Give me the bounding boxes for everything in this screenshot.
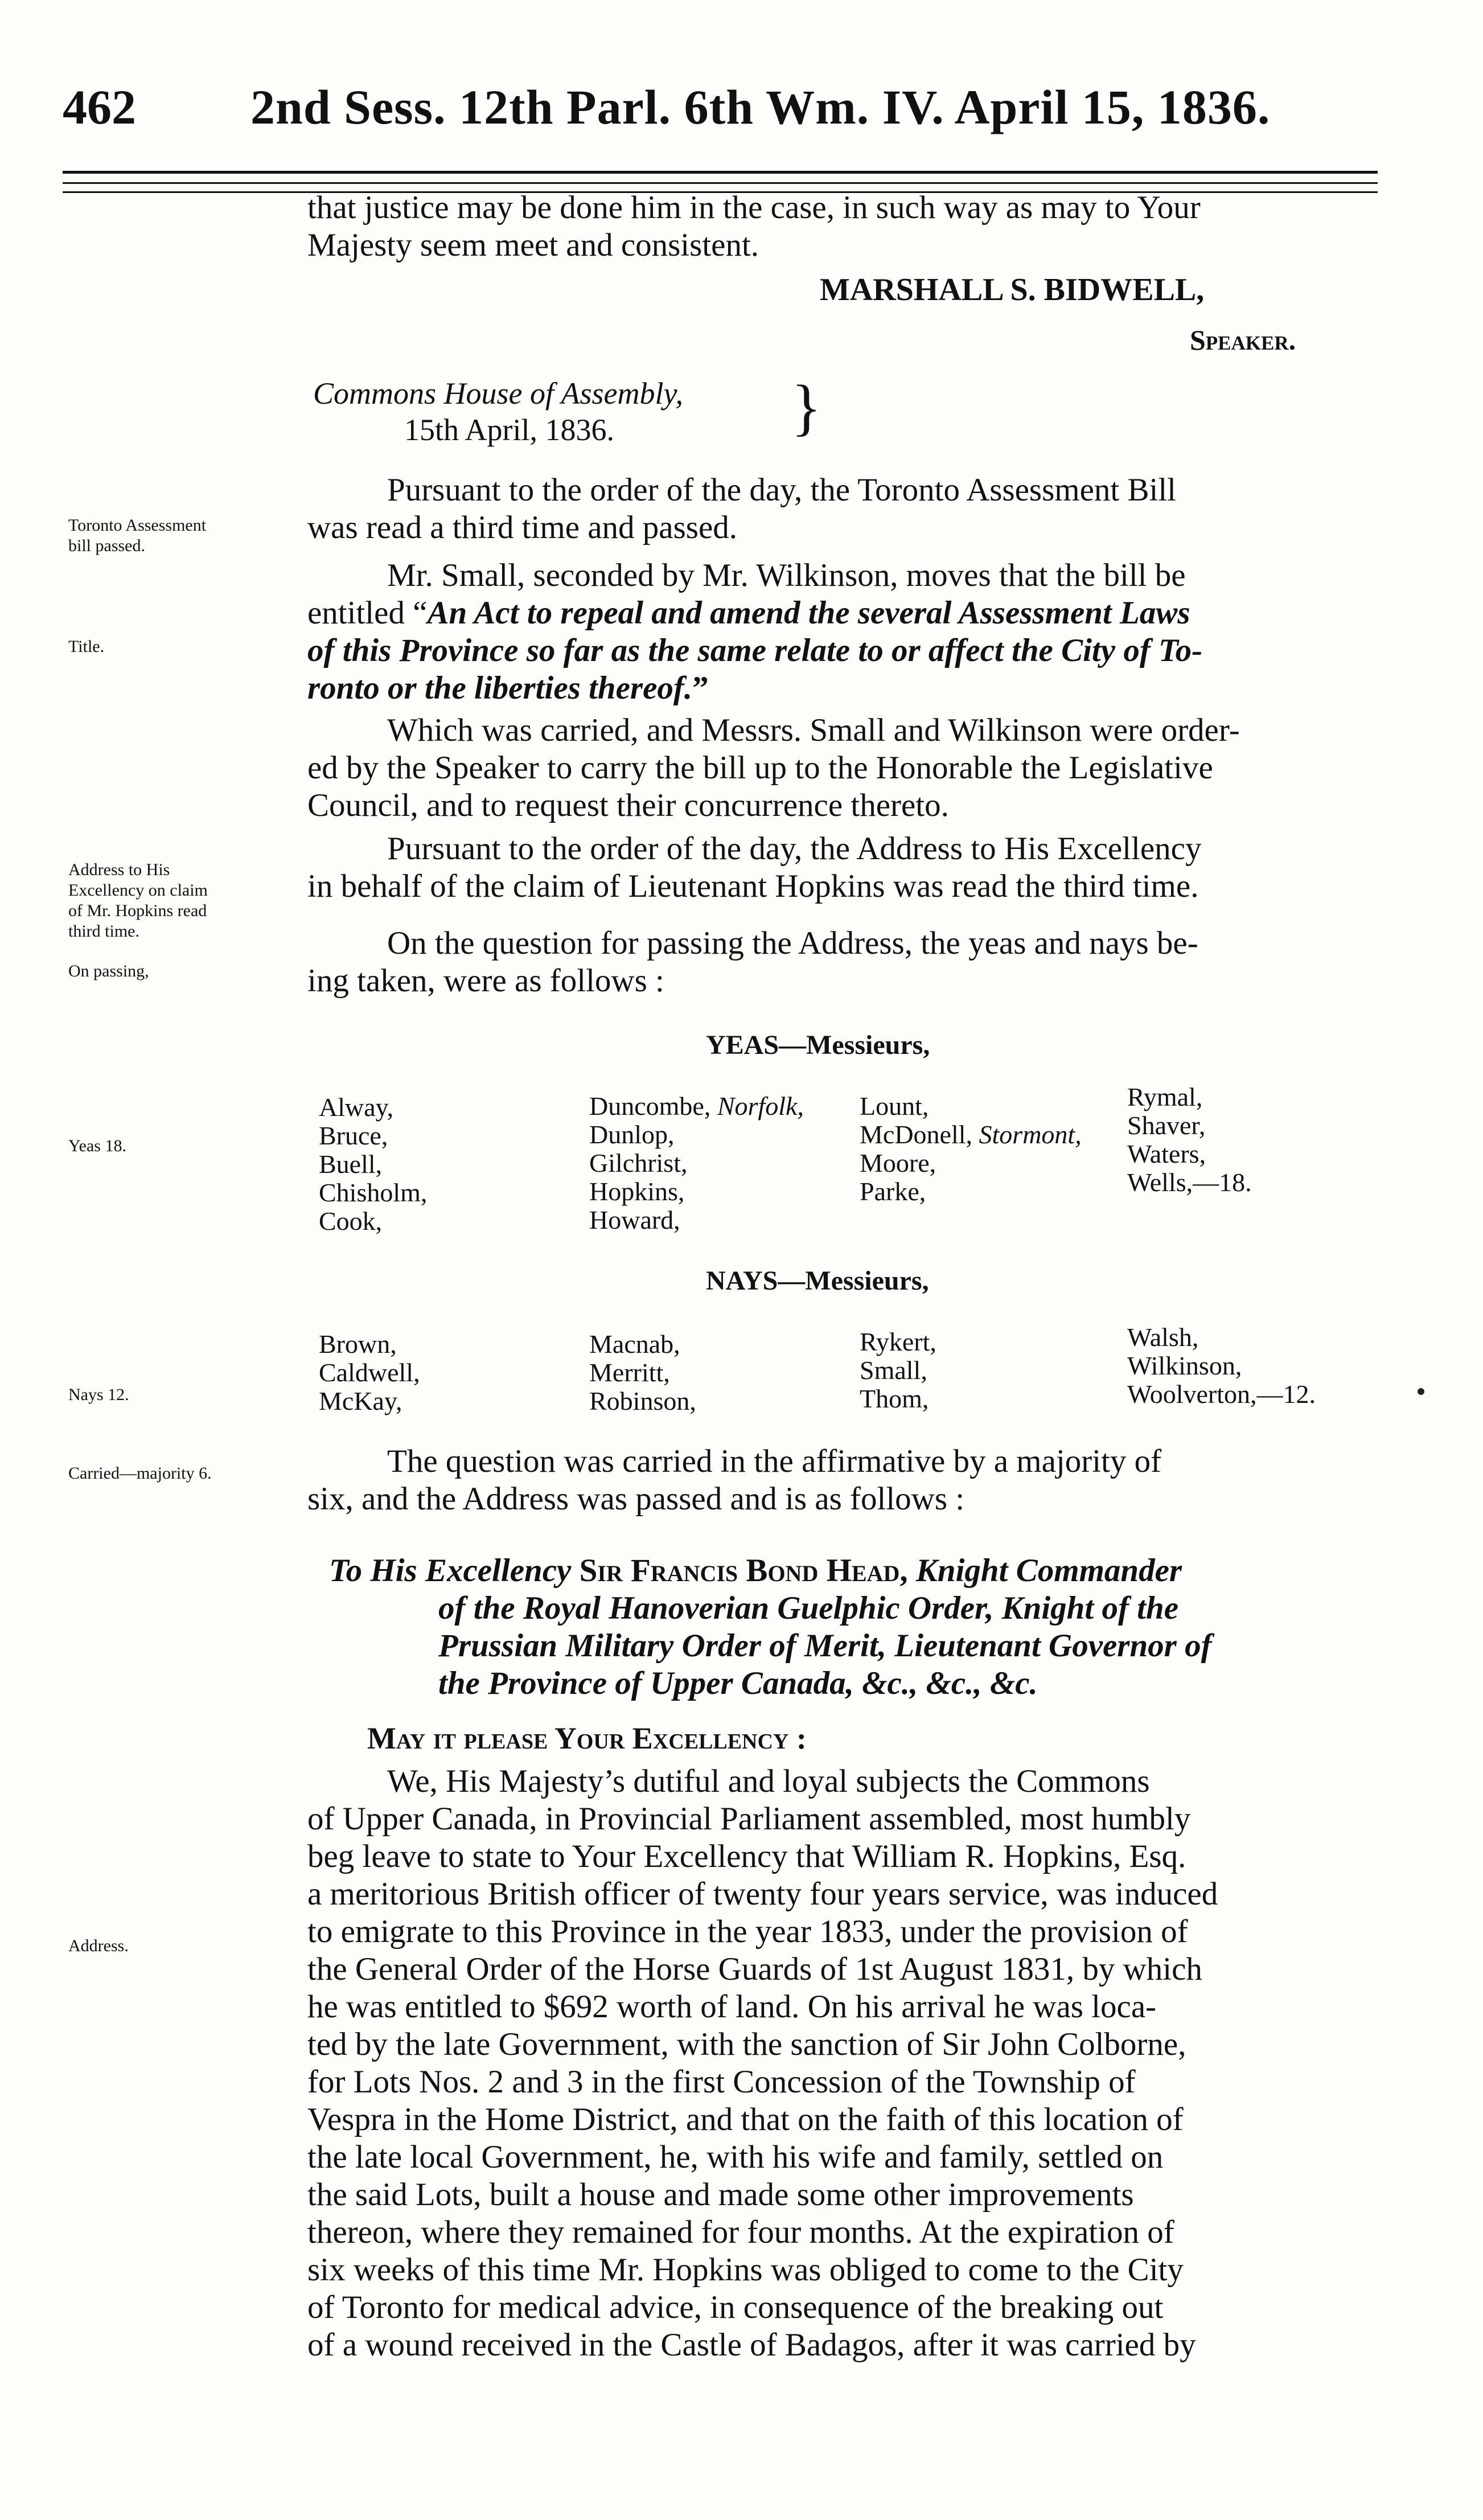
bill-title: of this Province so far as the same relate to or affect the City of To- <box>307 633 1203 668</box>
text-line: a meritorious British officer of twenty four years service, was induced <box>307 1876 1218 1912</box>
text-fragment: To His Excellency <box>329 1553 572 1589</box>
yeas-column <box>1127 1083 1252 1197</box>
margin-note-nays: Nays 12. <box>68 1385 129 1404</box>
margin-line: of Mr. Hopkins read <box>68 901 207 920</box>
paragraph-toronto <box>307 471 1383 547</box>
signer-name: MARSHALL S. BIDWELL, <box>820 272 1205 307</box>
paragraph-address-read <box>307 830 1383 905</box>
yeas-heading: YEAS—Messieurs, <box>706 1030 930 1060</box>
list-item: Chisholm, <box>319 1178 428 1207</box>
text-line <box>329 1590 1212 1627</box>
text-fragment: of the Royal Hanoverian Guelphic Order, Knight of the <box>438 1590 1179 1626</box>
list-item: Thom, <box>860 1384 929 1413</box>
text-line: beg leave to state to Your Excellency that William R. Hopkins, Esq. <box>307 1838 1186 1874</box>
text-line: of Upper Canada, in Provincial Parliament assembled, most humbly <box>307 1801 1191 1837</box>
text-line <box>307 594 1383 632</box>
yeas-column <box>319 1093 427 1236</box>
name-text: McDonell, <box>860 1120 973 1149</box>
page-header <box>63 79 1418 153</box>
text-line: We, His Majesty’s dutiful and loyal subjects the Commons <box>387 1763 1150 1799</box>
list-item <box>860 1121 1082 1149</box>
name-text: Duncombe, <box>589 1091 711 1121</box>
text-line: Which was carried, and Messrs. Small and Wilkinson were order- <box>387 712 1240 748</box>
nays-column <box>860 1328 936 1413</box>
list-item: Merritt, <box>589 1358 670 1387</box>
text-line: thereon, where they remained for four months. At the expiration of <box>307 2214 1174 2250</box>
header-rule <box>63 171 1378 174</box>
paragraph-majority <box>307 1443 1395 1518</box>
riding-text: Stormont, <box>979 1120 1082 1149</box>
margin-note-address: Address. <box>68 1936 129 1955</box>
list-item: Alway, <box>319 1093 394 1122</box>
riding-text: Norfolk, <box>717 1091 804 1121</box>
text-line: On the question for passing the Address, the yeas and nays be- <box>387 925 1198 961</box>
text-line: six, and the Address was passed and is as follows : <box>307 1481 965 1517</box>
list-item: Waters, <box>1127 1139 1206 1168</box>
list-item: Bruce, <box>319 1121 388 1150</box>
running-title: 2nd Sess. 12th Parl. 6th Wm. IV. April 15, 1836. <box>250 80 1271 134</box>
text-line: The question was carried in the affirmative by a majority of <box>387 1443 1162 1479</box>
governor-name: Sir Francis Bond Head, <box>579 1553 908 1589</box>
text-line: of Toronto for medical advice, in consequence of the breaking out <box>307 2289 1164 2325</box>
yeas-column <box>589 1092 804 1234</box>
text-fragment: Prussian Military Order of Merit, Lieutenant Governor of <box>438 1628 1212 1664</box>
assembly-date: 15th April, 1836. <box>404 413 615 447</box>
yeas-list <box>319 1082 1400 1241</box>
text-line: Majesty seem meet and consistent. <box>307 227 759 263</box>
text-line: Council, and to request their concurrence thereto. <box>307 787 949 823</box>
margin-note-on-passing: On passing, <box>68 962 149 980</box>
text-line: the late local Government, he, with his wife and family, settled on <box>307 2139 1164 2175</box>
text-fragment: the Province of Upper Canada, &c., &c., &c. <box>438 1665 1038 1701</box>
list-item: Wells,—18. <box>1127 1168 1252 1197</box>
margin-note-title: Title. <box>68 637 105 656</box>
margin-note-carried: Carried—majority 6. <box>68 1464 212 1483</box>
page-number: 462 <box>63 80 136 134</box>
text-line: Vespra in the Home District, and that on the faith of this location of <box>307 2102 1184 2137</box>
list-item: Small, <box>860 1356 927 1385</box>
text-fragment: Knight Commander <box>915 1553 1182 1589</box>
text-line: ed by the Speaker to carry the bill up to the Honorable the Legislative <box>307 750 1213 786</box>
text-fragment: ” <box>692 670 709 706</box>
text-line: Pursuant to the order of the day, the Address to His Excellency <box>387 831 1202 867</box>
margin-line: bill passed. <box>68 536 145 555</box>
text-line <box>307 670 1383 707</box>
margin-line: third time. <box>68 922 139 941</box>
text-line: in behalf of the claim of Lieutenant Hopkins was read the third time. <box>307 868 1199 904</box>
text-line: ted by the late Government, with the sanction of Sir John Colborne, <box>307 2026 1186 2062</box>
list-item: Parke, <box>860 1177 926 1206</box>
ink-dot <box>1418 1388 1424 1395</box>
text-line <box>329 1552 1212 1590</box>
list-item: Rykert, <box>860 1327 936 1356</box>
nays-column <box>1127 1323 1316 1409</box>
header-rule <box>63 182 1378 184</box>
margin-line: Address to His <box>68 860 170 879</box>
text-line: of a wound received in the Castle of Badagos, after it was carried by <box>307 2327 1196 2363</box>
bill-title: ronto or the liberties thereof. <box>307 670 693 706</box>
address-body <box>307 1763 1400 2364</box>
list-item: Woolverton,—12. <box>1127 1380 1316 1409</box>
text-line: that justice may be done him in the case, in such way as may to Your <box>307 190 1201 225</box>
list-item: Shaver, <box>1127 1111 1206 1140</box>
assembly-place: Commons House of Assembly, <box>313 376 684 411</box>
margin-note-address-claim <box>68 860 307 942</box>
text-fragment: entitled “ <box>307 595 428 631</box>
list-item: Howard, <box>589 1205 680 1234</box>
list-item <box>589 1092 804 1121</box>
margin-line: Excellency on claim <box>68 881 208 900</box>
list-item: Caldwell, <box>319 1358 420 1387</box>
text-line <box>307 632 1383 670</box>
text-line <box>329 1627 1212 1665</box>
text-line: ing taken, were as follows : <box>307 963 664 999</box>
text-line: for Lots Nos. 2 and 3 in the first Concession of the Township of <box>307 2064 1136 2100</box>
nays-list <box>319 1323 1400 1421</box>
nays-heading: NAYS—Messieurs, <box>706 1266 929 1296</box>
list-item: Moore, <box>860 1148 936 1177</box>
text-line <box>329 1665 1212 1702</box>
list-item: Lount, <box>860 1091 929 1121</box>
nays-column <box>319 1330 420 1415</box>
salutation: May it please Your Excellency : <box>367 1721 807 1755</box>
margin-note-toronto <box>68 515 307 556</box>
text-line: to emigrate to this Province in the year 1833, under the provision of <box>307 1914 1188 1949</box>
list-item: Rymal, <box>1127 1082 1203 1111</box>
yeas-column <box>860 1092 1082 1206</box>
list-item: Brown, <box>319 1329 397 1358</box>
brace-icon: } <box>791 372 821 442</box>
nays-column <box>589 1330 696 1415</box>
list-item: Buell, <box>319 1150 383 1179</box>
text-line: the General Order of the Horse Guards of 1st August 1831, by which <box>307 1951 1202 1987</box>
paragraph-question <box>307 925 1383 1000</box>
margin-line: Toronto Assessment <box>68 516 207 535</box>
text-line: the said Lots, built a house and made some other improvements <box>307 2177 1134 2213</box>
paragraph-carried <box>307 712 1383 824</box>
list-item: Walsh, <box>1127 1323 1199 1352</box>
signer-title: Speaker. <box>1190 324 1296 356</box>
address-heading <box>329 1552 1212 1702</box>
text-line: six weeks of this time Mr. Hopkins was obliged to come to the City <box>307 2252 1184 2288</box>
text-line: was read a third time and passed. <box>307 510 737 545</box>
list-item: Macnab, <box>589 1329 680 1358</box>
list-item: Hopkins, <box>589 1177 685 1206</box>
margin-note-yeas: Yeas 18. <box>68 1136 126 1155</box>
list-item: Dunlop, <box>589 1120 675 1149</box>
paragraph-motion <box>307 557 1383 707</box>
list-item: McKay, <box>319 1386 402 1415</box>
list-item: Robinson, <box>589 1386 696 1415</box>
bill-title: An Act to repeal and amend the several Assessment Laws <box>427 595 1190 631</box>
list-item: Gilchrist, <box>589 1148 688 1177</box>
list-item: Wilkinson, <box>1127 1351 1242 1380</box>
text-line: Mr. Small, seconded by Mr. Wilkinson, moves that the bill be <box>387 557 1186 593</box>
opening-text <box>307 189 1383 264</box>
text-line: he was entitled to $692 worth of land. On his arrival he was loca- <box>307 1989 1157 2025</box>
text-line: Pursuant to the order of the day, the Toronto Assessment Bill <box>387 472 1177 508</box>
list-item: Cook, <box>319 1206 383 1236</box>
